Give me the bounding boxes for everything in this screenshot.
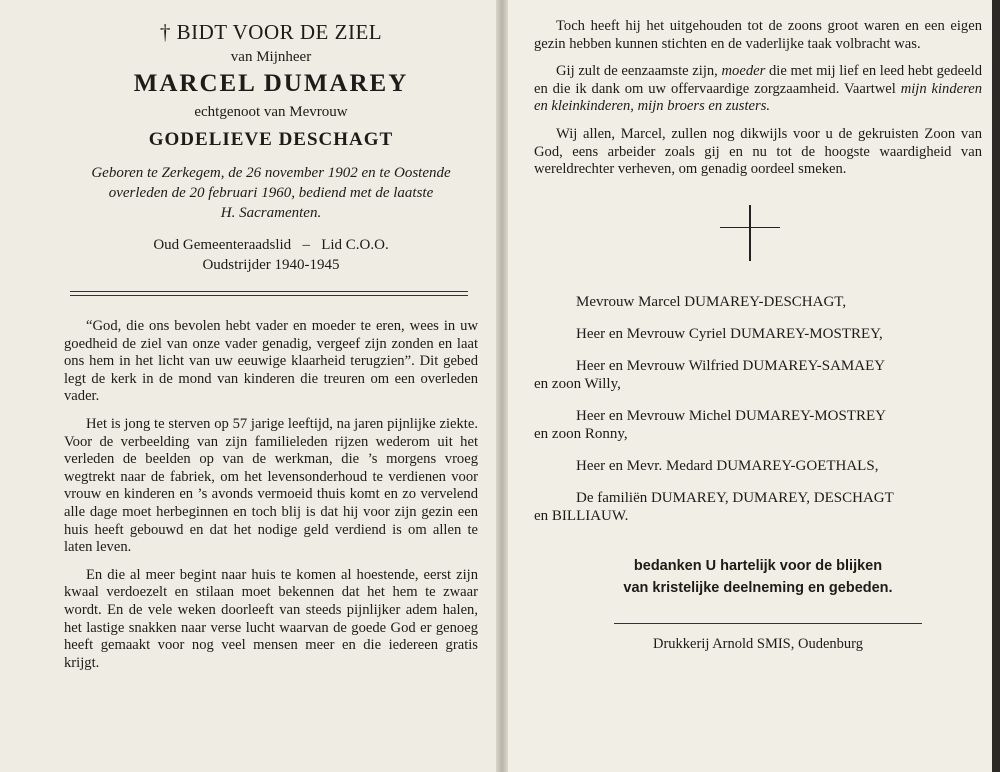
prayer-paragraph: “God, die ons bevolen hebt vader en moeder te eren, wees in uw goedheid de ziel van onze vader genadig, vergeef zijn zonden en laat ons hem in het licht van uw eeuwige klaarheid terugzien”. Dit gebed legt de kerk in de mond van kinderen die treuren om een overleden vader. [64,318,478,405]
footer-rule [614,623,922,624]
closing-text [534,18,982,179]
printer-credit: Drukkerij Arnold SMIS, Oudenburg [653,635,863,652]
card-fold [496,0,508,772]
family-list [534,293,982,525]
scan-edge [992,0,1000,772]
office-coo-member: Lid C.O.O. [321,237,389,253]
office-former-councillor: Oud Gemeenteraadslid [153,237,292,253]
deceased-name: MARCEL DUMAREY [133,70,409,97]
cross-icon [720,205,780,261]
family-entry: Mevrouw Marcel DUMAREY-DESCHAGT, [576,293,847,310]
family-entry: De familiën DUMAREY, DUMAREY, DESCHAGT en BILLIAUW. [534,489,894,524]
header-line-2: van Mijnheer [230,49,312,65]
prayer-paragraph: En die al meer begint naar huis te komen al hoestende, eerst zijn kwaal verdoezelt en stilaan moet bekennen dat het hem te zwaar wordt. En de vele weken doorleeft van steeds pijnlijker adem halen, het lastige snakken naar verse lucht waarvan de goede God er genoeg heeft gemaakt voor nog veel mensen meer en die iedereen gratis krijgt. [64,566,478,671]
birth-line-3: H. Sacramenten. [220,205,322,221]
header-line-1: † BIDT VOOR DE ZIEL [159,20,383,44]
spouse-intro: echtgenoot van Mevrouw [194,104,348,120]
right-page [508,0,992,772]
birth-death-details [64,163,478,223]
office-veteran: Oudstrijder 1940-1945 [202,257,340,273]
prayer-paragraph: Het is jong te sterven op 57 jarige leeftijd, na jaren pijnlijke ziekte. Voor de verbeelding van zijn familieleden rijzen wederom uit het verleden de beelden op van de werkman, die ’s morgens vroeg wegtrekt naar de fabriek, om het levensonderhoud te verdienen voor vrouw en kinderen en ’s avonds vermoeid thuis komt en zo vervelend alle dage moet herbeginnen en toch blij is dat hij voor zijn gezin een huis heeft gebouwd en dat het nodige geld verdiend is om allen te laten leven. [64,415,478,556]
office-dash: – [302,237,310,253]
birth-line-2: overleden de 20 februari 1960, bediend met de laatste [108,185,434,201]
prayer-text [64,318,478,672]
header-cross: † [159,20,171,44]
closing-paragraph: Toch heeft hij het uitgehouden tot de zoons groot waren en een eigen gezin hebben kunnen stichten en de vaderlijke taak volbracht was. [534,18,982,52]
birth-line-1: Geboren te Zerkegem, de 26 november 1902 en te Oostende [91,165,451,181]
thanks-message [534,555,982,599]
family-entry: Heer en Mevrouw Cyriel DUMAREY-MOSTREY, [576,325,883,342]
left-page [0,0,496,772]
thanks-line-1: bedanken U hartelijk voor de blijken [633,557,883,574]
separator-double-rule [70,291,468,296]
thanks-line-2: van kristelijke deelneming en gebeden. [623,579,893,596]
spouse-name: GODELIEVE DESCHAGT [148,129,394,150]
family-entry: Heer en Mevrouw Michel DUMAREY-MOSTREY en zoon Ronny, [534,407,886,442]
family-entry: Heer en Mevrouw Wilfried DUMAREY-SAMAEY en zoon Willy, [534,357,886,392]
closing-paragraph: Gij zult de eenzaamste zijn, moeder die met mij lief en leed hebt gedeeld en die ik dank om uw offervaardige zorgzaamheid. Vaartwel mijn kinderen en kleinkinderen, mijn broers en zusters. [534,63,983,115]
closing-paragraph: Wij allen, Marcel, zullen nog dikwijls voor u de gekruisten Zoon van God, eens arbeider zoals gij en nu tot de hoogste waardigheid van wereldrechter verheven, om genadig oordeel smeken. [534,125,982,178]
family-entry: Heer en Mevr. Medard DUMAREY-GOETHALS, [576,457,879,474]
offices [64,235,478,275]
